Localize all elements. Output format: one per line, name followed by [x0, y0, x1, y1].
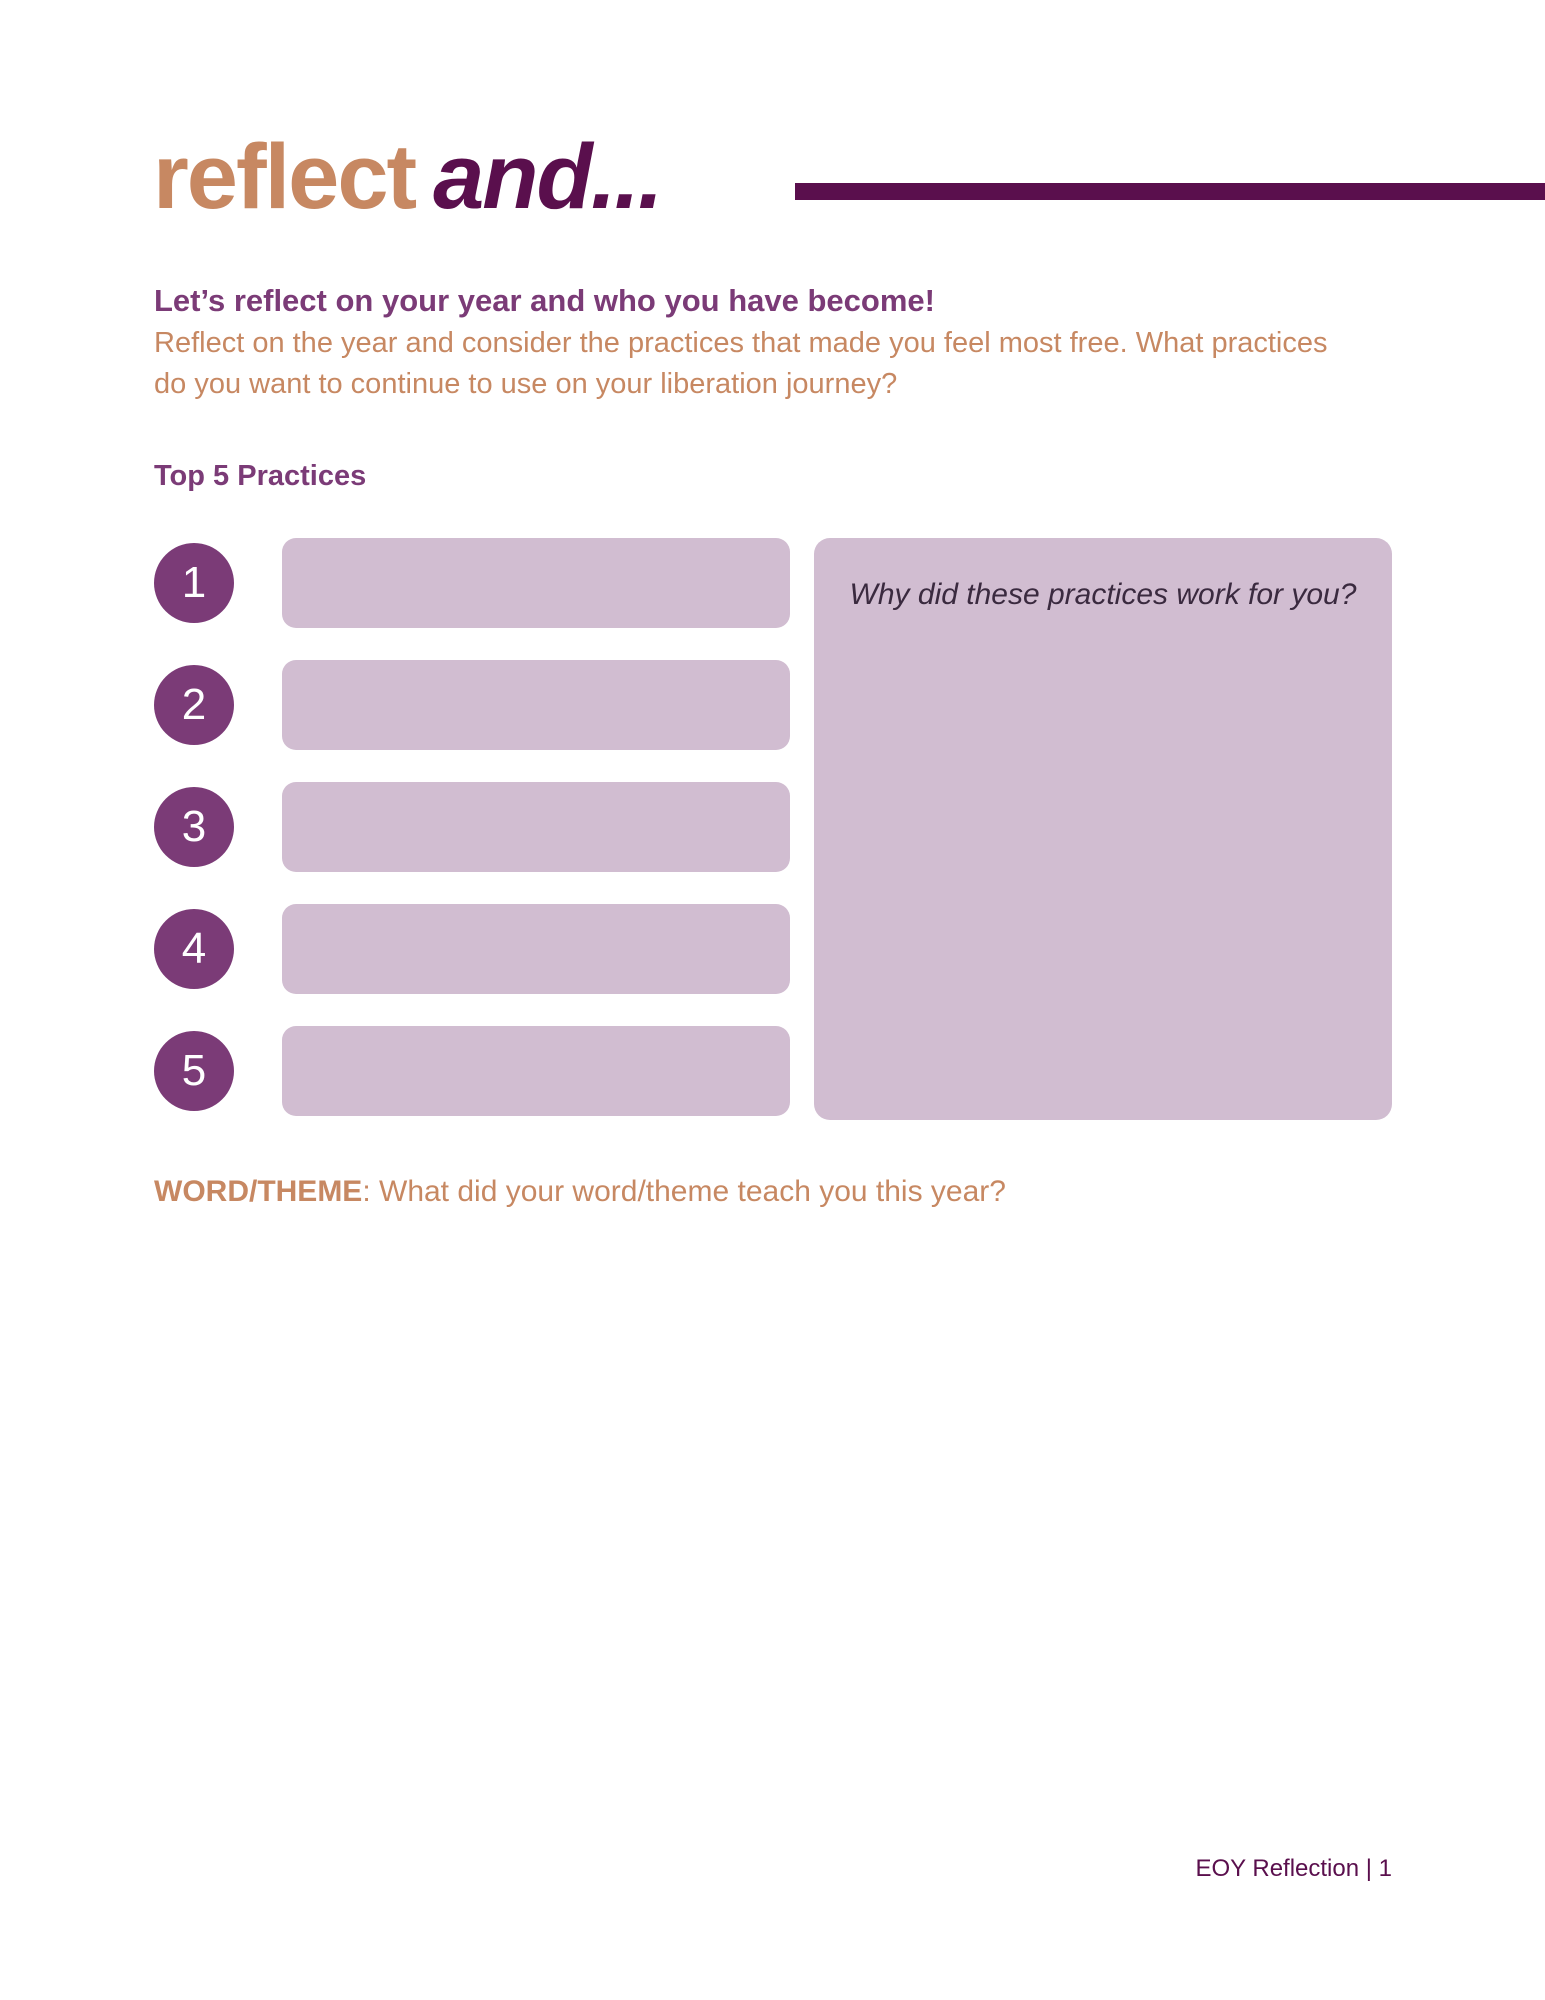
word-theme-label: WORD/THEME — [154, 1175, 363, 1208]
practice-number-badge: 1 — [154, 543, 234, 623]
word-theme-question: : What did your word/theme teach you this year? — [362, 1175, 1006, 1208]
practice-number-badge: 5 — [154, 1031, 234, 1111]
practice-row-3 — [154, 782, 790, 872]
title-reflect: reflect — [153, 126, 416, 228]
practice-input-4[interactable] — [282, 904, 790, 994]
title-divider — [795, 183, 1545, 200]
why-practices-box[interactable] — [814, 538, 1392, 1120]
intro-text: Reflect on the year and consider the practices that made you feel most free. What practices do you want to continue to use on your liberation journey? — [154, 327, 1328, 400]
title-and: and... — [433, 126, 662, 228]
practice-input-5[interactable] — [282, 1026, 790, 1116]
practice-row-1 — [154, 538, 790, 628]
page-title — [153, 122, 661, 232]
practice-number-badge: 2 — [154, 665, 234, 745]
practice-number-badge: 3 — [154, 787, 234, 867]
word-theme-prompt — [154, 1172, 1006, 1212]
practice-input-3[interactable] — [282, 782, 790, 872]
page-footer: EOY Reflection | 1 — [1195, 1855, 1392, 1882]
practice-input-2[interactable] — [282, 660, 790, 750]
top-practices-label: Top 5 Practices — [154, 460, 367, 492]
why-practices-prompt: Why did these practices work for you? — [849, 578, 1357, 611]
practice-input-1[interactable] — [282, 538, 790, 628]
practice-number-badge: 4 — [154, 909, 234, 989]
practice-row-4 — [154, 904, 790, 994]
practice-row-2 — [154, 660, 790, 750]
practice-row-5 — [154, 1026, 790, 1116]
intro-heading: Let’s reflect on your year and who you have become! — [154, 283, 935, 318]
